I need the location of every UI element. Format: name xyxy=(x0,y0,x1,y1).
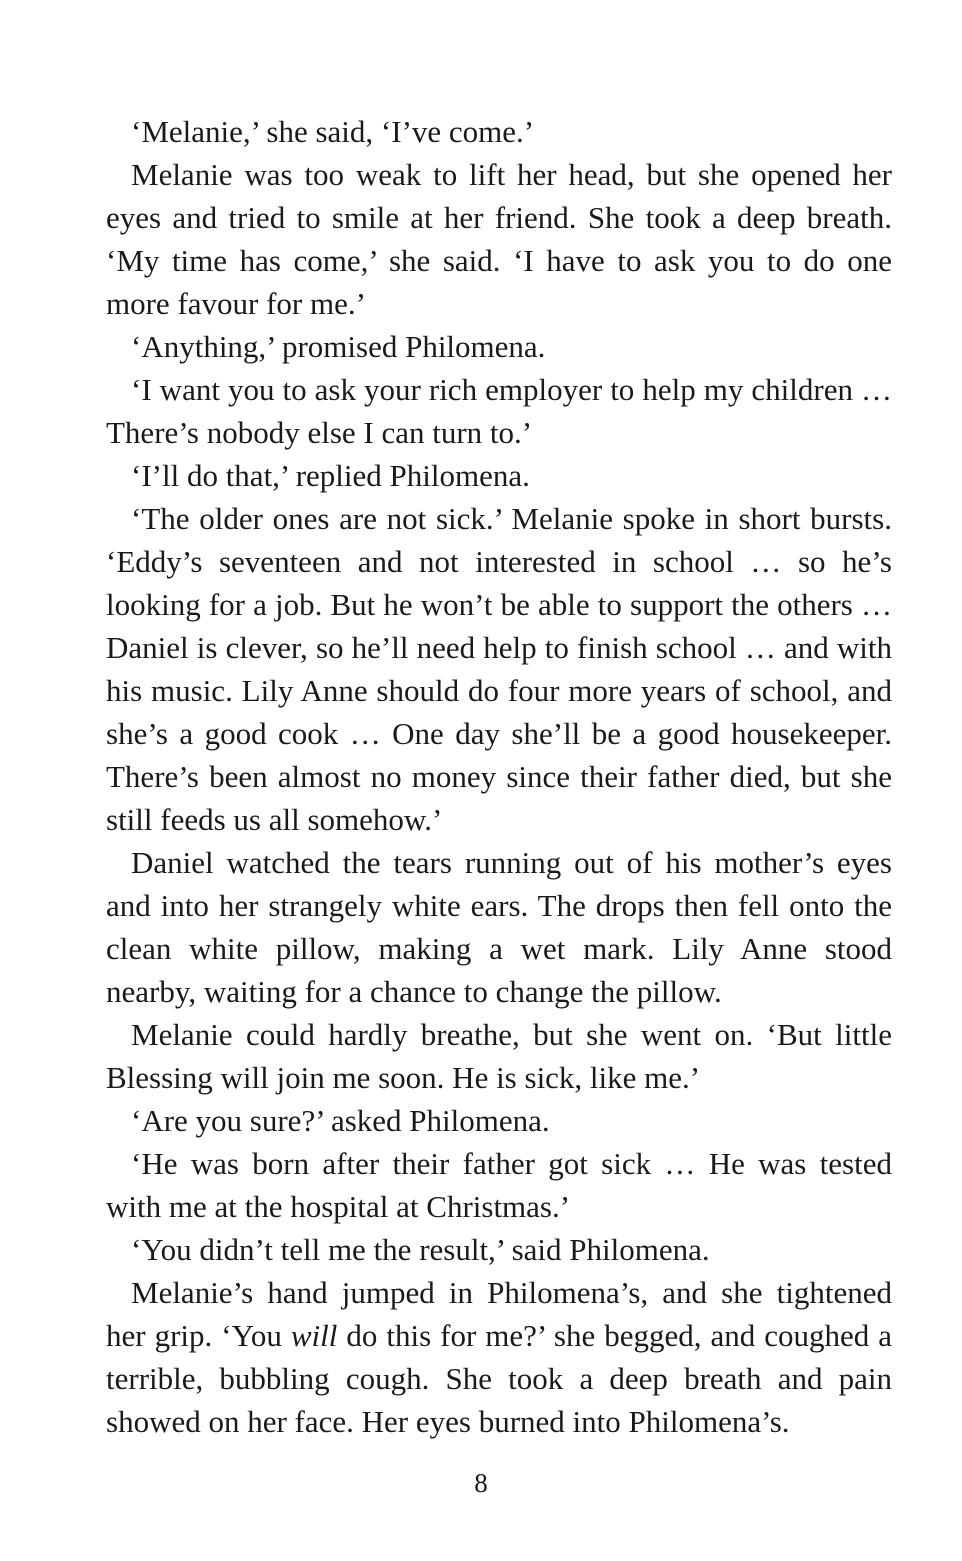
paragraph-text: Daniel watched the tears running out of his mother’s eyes and into her strangely white ears. The drops then fell onto the clean white pillow, making a wet mark. Lily Anne stood nearby, waiting for a chance to change the pillow. xyxy=(106,845,892,1009)
page-number: 8 xyxy=(474,1468,488,1498)
emphasis-text: will xyxy=(290,1318,338,1353)
paragraph xyxy=(106,841,892,1013)
paragraph-text: ‘Are you sure?’ asked Philomena. xyxy=(131,1103,550,1138)
paragraph-text: Melanie’s hand jumped in Philomena’s, and she tightened her grip. ‘You xyxy=(106,1275,892,1353)
paragraph-text: ‘He was born after their father got sick … He was tested with me at the hospital at Christmas.’ xyxy=(106,1146,892,1224)
paragraph-text: do this for me?’ she begged, and coughed a terrible, bubbling cough. She took a deep breath and pain showed on her face. Her eyes burned into Philomena’s. xyxy=(106,1318,892,1439)
paragraph xyxy=(106,1228,892,1271)
paragraph xyxy=(106,1013,892,1099)
paragraph-text: ‘I’ll do that,’ replied Philomena. xyxy=(131,458,530,493)
paragraph xyxy=(106,497,892,841)
paragraph xyxy=(106,1142,892,1228)
paragraph-text: ‘Melanie,’ she said, ‘I’ve come.’ xyxy=(131,114,535,149)
body-text xyxy=(106,110,892,1443)
paragraph-text: ‘The older ones are not sick.’ Melanie spoke in short bursts. ‘Eddy’s seventeen and not interested in school … so he’s looking for a job. But he won’t be able to support the others … Daniel is clever, so he’ll need help to finish school … and with his music. Lily Anne should do four more years of school, and she’s a good cook … One day she’ll be a good housekeeper. There’s been almost no money since their father died, but she still feeds us all somehow.’ xyxy=(106,501,892,837)
paragraph xyxy=(106,325,892,368)
paragraph xyxy=(106,110,892,153)
paragraph xyxy=(106,153,892,325)
paragraph-text: ‘You didn’t tell me the result,’ said Philomena. xyxy=(131,1232,710,1267)
paragraph-text: ‘Anything,’ promised Philomena. xyxy=(131,329,546,364)
paragraph-text: Melanie could hardly breathe, but she went on. ‘But little Blessing will join me soon. He is sick, like me.’ xyxy=(106,1017,892,1095)
paragraph xyxy=(106,368,892,454)
paragraph-text: ‘I want you to ask your rich employer to help my children … There’s nobody else I can turn to.’ xyxy=(106,372,892,450)
paragraph-text: Melanie was too weak to lift her head, but she opened her eyes and tried to smile at her friend. She took a deep breath. ‘My time has come,’ she said. ‘I have to ask you to do one more favour for me.’ xyxy=(106,157,892,321)
paragraph xyxy=(106,1271,892,1443)
paragraph xyxy=(106,1099,892,1142)
paragraph xyxy=(106,454,892,497)
